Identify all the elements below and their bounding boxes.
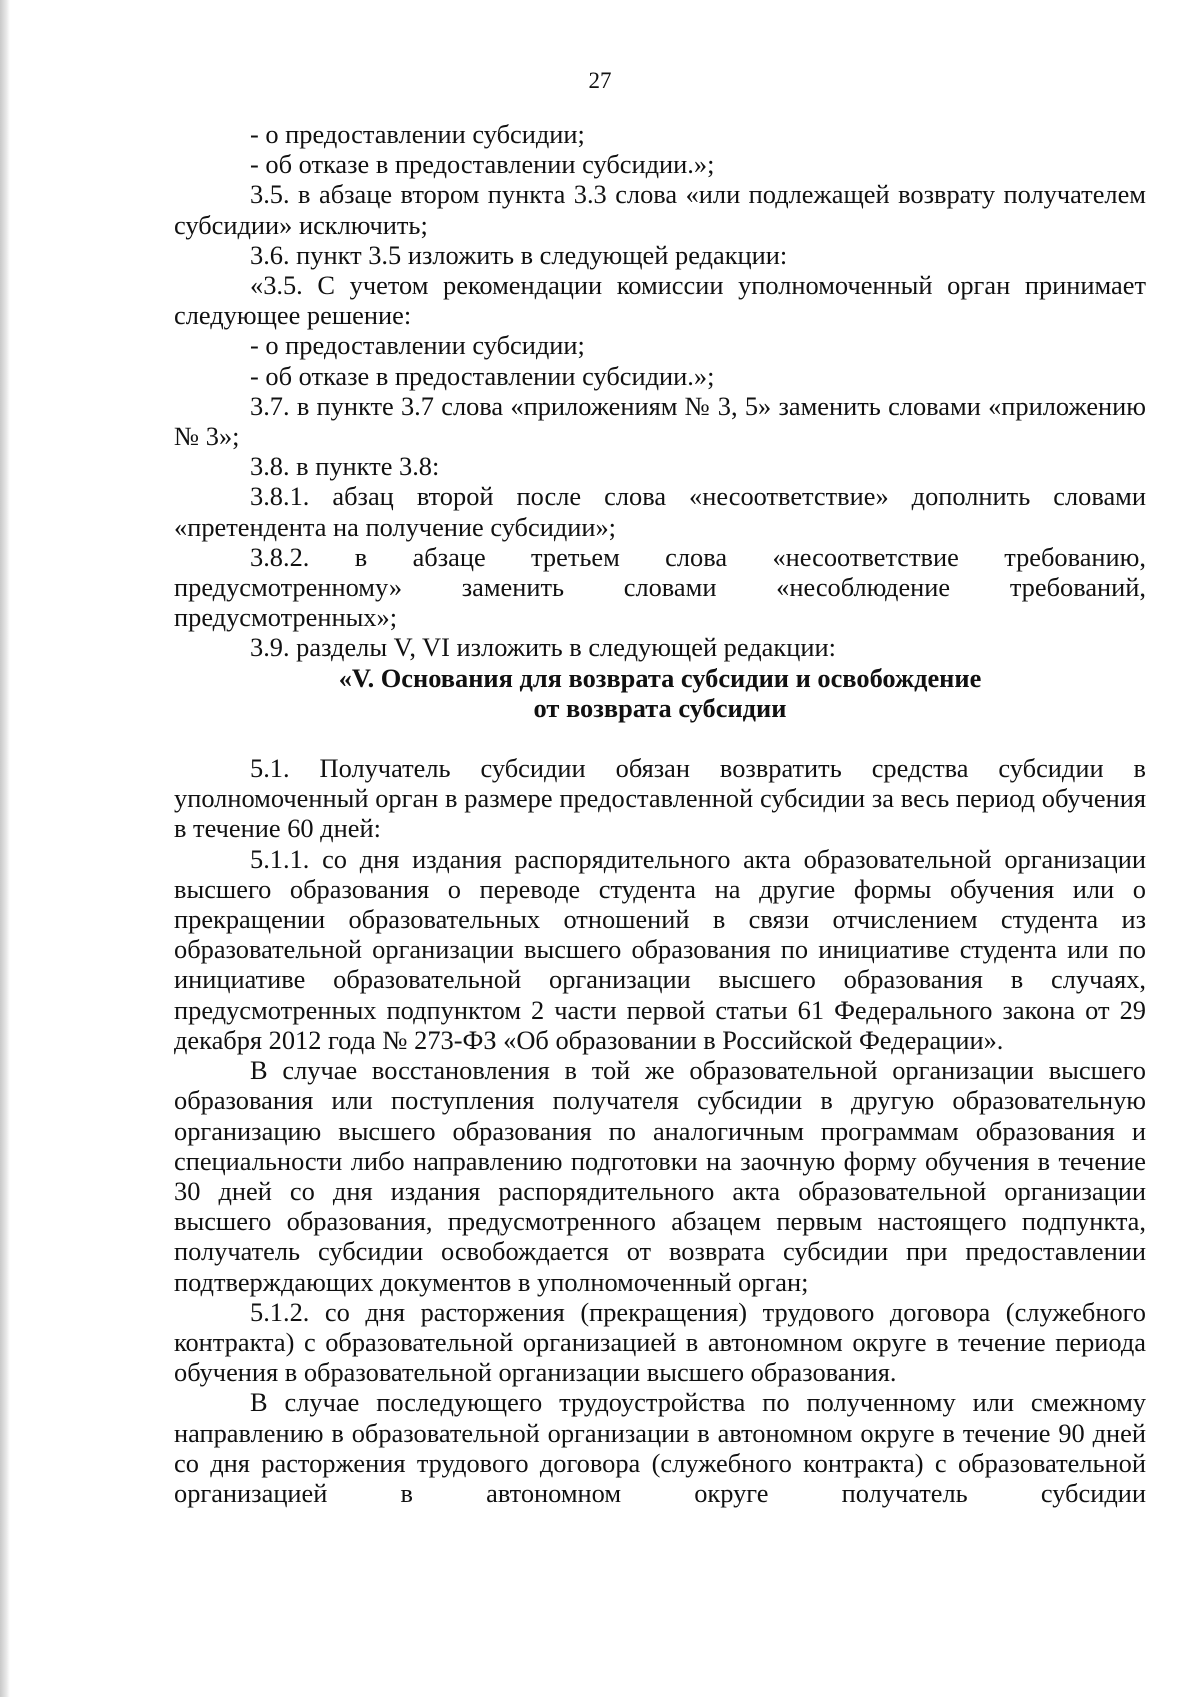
list-item: - об отказе в предоставлении субсидии.»; [250,149,715,180]
paragraph: В случае восстановления в той же образовательной организации высшего образования или поступления получателя субсидии в другую образовательную организацию высшего образования по аналогичным программам образования и специальности либо направлению подготовки на заочную форму обучения в течение 30 дней со дня издания распорядительного акта образовательной организации высшего образования, предусмотренного абзацем первым настоящего подпункта, получатель субсидии освобождается от возврата субсидии при предоставлении подтверждающих документов в уполномоченный орган; [174,1055,1146,1297]
list-item: - о предоставлении субсидии; [250,330,585,361]
document-body [174,119,1146,1508]
paragraph: 3.8.1. абзац второй после слова «несоответствие» дополнить словами «претендента на получение субсидии»; [174,481,1146,542]
paragraph: 3.8.2. в абзаце третьем слова «несоответствие требованию, предусмотренному» заменить словами «несоблюдение требований, предусмотренных»; [174,541,1146,633]
list-item: - об отказе в предоставлении субсидии.»; [250,360,715,391]
spacer [174,723,1146,753]
list-item: - о предоставлении субсидии; [250,119,585,149]
paragraph: 5.1. Получатель субсидии обязан возвратить средства субсидии в уполномоченный орган в размере предоставленной субсидии за весь период обучения в течение 60 дней: [174,753,1146,844]
paragraph: 5.1.2. со дня расторжения (прекращения) трудового договора (служебного контракта) с образовательной организацией в автономном округе в течение периода обучения в образовательной организации высшего образования. [174,1296,1146,1388]
paragraph: В случае последующего трудоустройства по полученному или смежному направлению в образовательной организации в автономном округе в течение 90 дней со дня расторжения трудового договора (служебного контракта) с образовательной организацией в автономном округе получатель субсидии [174,1387,1146,1508]
section-heading-line1: «V. Основания для возврата субсидии и освобождение [338,662,982,693]
paragraph: 5.1.1. со дня издания распорядительного акта образовательной организации высшего образования о переводе студента на другие формы обучения или о прекращении образовательных отношений в связи отчислением студента из образовательной организации высшего образования по инициативе студента или по инициативе образовательной организации высшего образования в случаях, предусмотренных подпунктом 2 части первой статьи 61 Федерального закона от 29 декабря 2012 года № 273-ФЗ «Об образовании в Российской Федерации». [174,843,1146,1055]
scan-edge [0,0,10,1697]
paragraph: 3.8. в пункте 3.8: [250,451,440,482]
paragraph: 3.7. в пункте 3.7 слова «приложениям № 3, 5» заменить словами «приложению № 3»; [174,390,1146,452]
section-heading-line2: от возврата субсидии [533,692,787,723]
paragraph: 3.6. пункт 3.5 изложить в следующей редакции: [250,239,788,270]
page-number: 27 [588,68,612,93]
paragraph: «3.5. С учетом рекомендации комиссии уполномоченный орган принимает следующее решение: [174,270,1146,331]
paragraph: 3.9. разделы V, VI изложить в следующей редакции: [250,632,836,663]
paragraph: 3.5. в абзаце втором пункта 3.3 слова «или подлежащей возврату получателем субсидии» исключить; [174,179,1146,240]
